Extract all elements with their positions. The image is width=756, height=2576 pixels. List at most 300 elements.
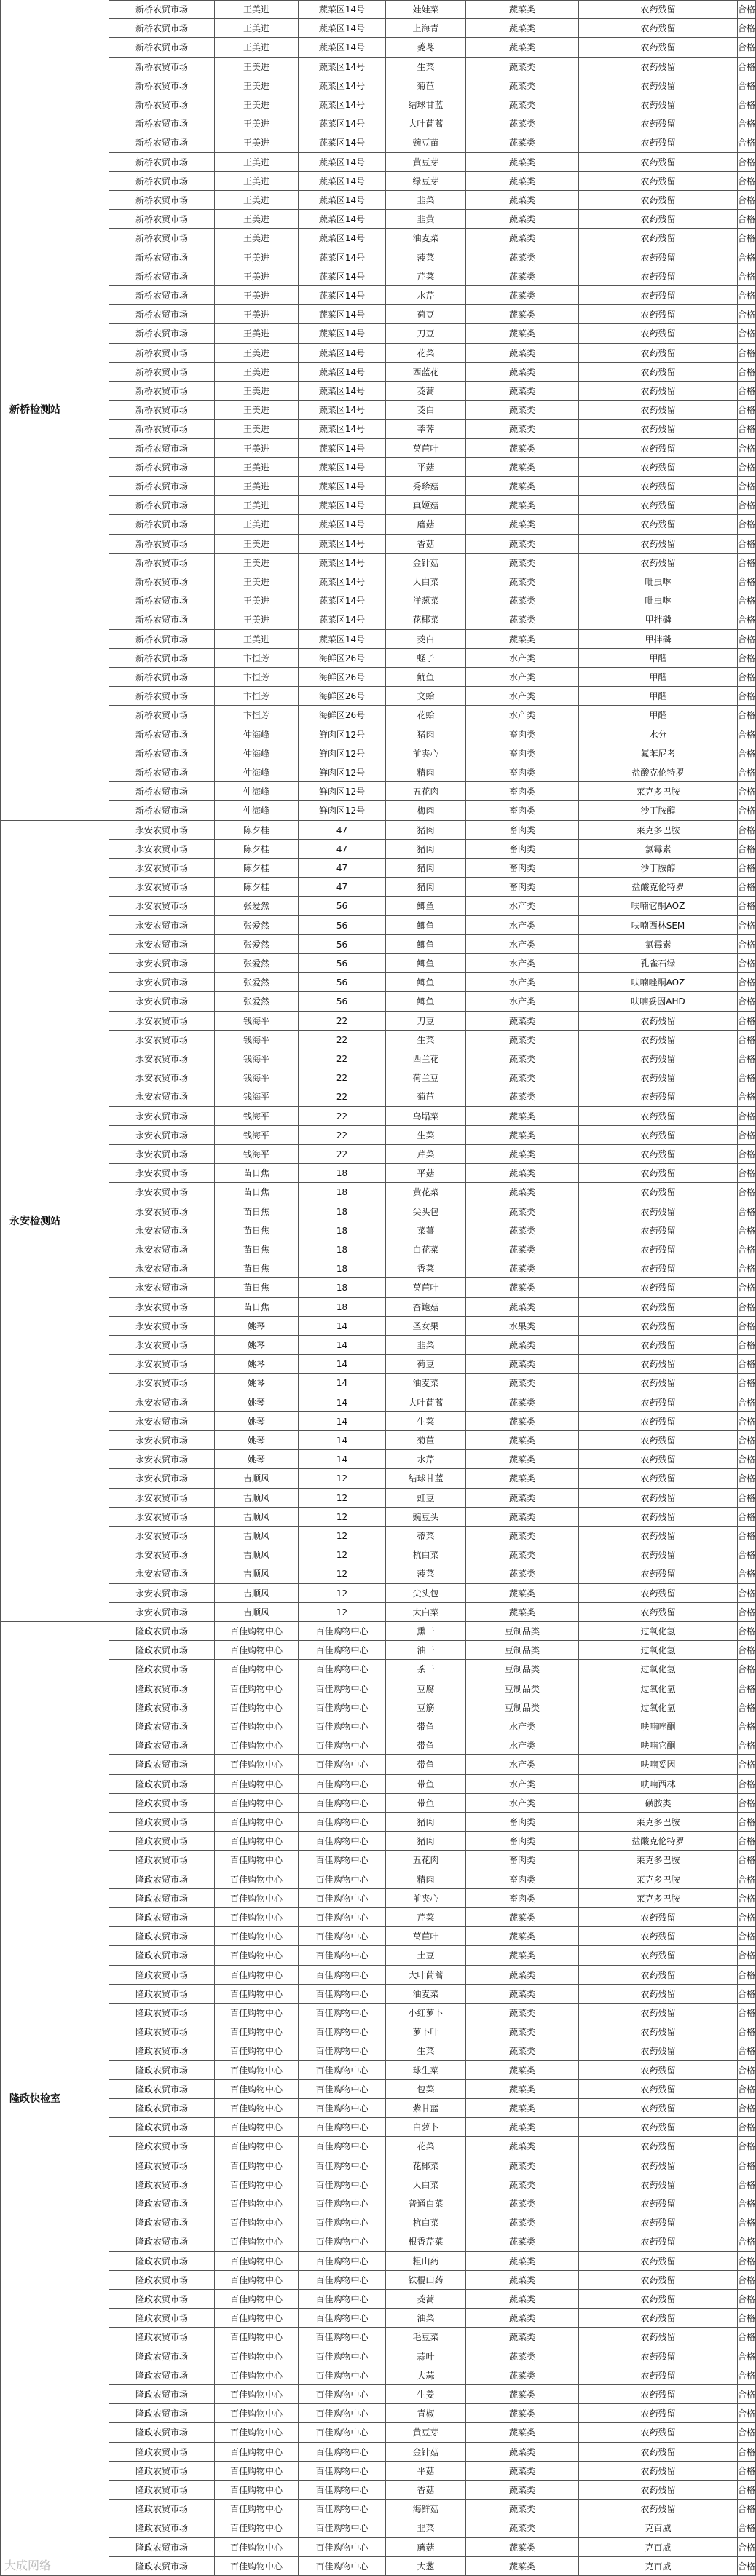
- item-cell: 铁棍山药: [386, 2271, 466, 2290]
- result-cell: 合格: [738, 1450, 756, 1469]
- market-cell: 新桥农贸市场: [109, 133, 215, 153]
- result-cell: 合格: [738, 1603, 756, 1622]
- stall-cell: 百佳购物中心: [299, 2175, 386, 2194]
- vendor-cell: 苗日焦: [215, 1278, 299, 1298]
- stall-cell: 百佳购物中心: [299, 1985, 386, 2004]
- item-cell: 海鲜菇: [386, 2500, 466, 2518]
- vendor-cell: 百佳购物中心: [215, 1908, 299, 1927]
- result-cell: 合格: [738, 2232, 756, 2252]
- result-cell: 合格: [738, 1755, 756, 1775]
- vendor-cell: 百佳购物中心: [215, 2022, 299, 2041]
- item-cell: 白萝卜: [386, 2118, 466, 2137]
- vendor-cell: 王美进: [215, 76, 299, 95]
- item-cell: 茭蒿: [386, 2290, 466, 2309]
- market-cell: 永安农贸市场: [109, 1240, 215, 1259]
- test-item-cell: 农药残留: [579, 1508, 738, 1527]
- market-cell: 隆政农贸市场: [109, 1622, 215, 1641]
- test-item-cell: 农药残留: [579, 2500, 738, 2518]
- stall-cell: 18: [299, 1221, 386, 1240]
- category-cell: 畜肉类: [466, 1851, 579, 1870]
- market-cell: 永安农贸市场: [109, 1164, 215, 1183]
- test-item-cell: 农药残留: [579, 515, 738, 535]
- market-cell: 隆政农贸市场: [109, 1946, 215, 1966]
- category-cell: 蔬菜类: [466, 554, 579, 572]
- test-item-cell: 沙丁胺醇: [579, 859, 738, 878]
- result-cell: 合格: [738, 248, 756, 267]
- result-cell: 合格: [738, 897, 756, 916]
- result-cell: 合格: [738, 363, 756, 382]
- item-cell: 菊苣: [386, 1431, 466, 1450]
- vendor-cell: 百佳购物中心: [215, 2366, 299, 2385]
- vendor-cell: 百佳购物中心: [215, 2271, 299, 2290]
- market-cell: 新桥农贸市场: [109, 382, 215, 401]
- vendor-cell: 王美进: [215, 420, 299, 439]
- category-cell: 水产类: [466, 687, 579, 706]
- item-cell: 大叶茼蒿: [386, 114, 466, 133]
- stall-cell: 47: [299, 821, 386, 840]
- vendor-cell: 王美进: [215, 324, 299, 344]
- result-cell: 合格: [738, 2347, 756, 2366]
- result-cell: 合格: [738, 954, 756, 973]
- vendor-cell: 王美进: [215, 95, 299, 114]
- market-cell: 隆政农贸市场: [109, 2500, 215, 2518]
- category-cell: 蔬菜类: [466, 1966, 579, 1985]
- vendor-cell: 姚琴: [215, 1336, 299, 1355]
- item-cell: 豇豆: [386, 1489, 466, 1508]
- test-item-cell: 农药残留: [579, 363, 738, 382]
- result-cell: 合格: [738, 1355, 756, 1374]
- vendor-cell: 百佳购物中心: [215, 2500, 299, 2518]
- result-cell: 合格: [738, 496, 756, 515]
- item-cell: 香菜: [386, 1259, 466, 1278]
- test-item-cell: 农药残留: [579, 153, 738, 172]
- item-cell: 芹菜: [386, 1908, 466, 1927]
- stall-cell: 14: [299, 1374, 386, 1393]
- result-cell: 合格: [738, 2194, 756, 2213]
- vendor-cell: 张爱然: [215, 992, 299, 1012]
- vendor-cell: 陈夕桂: [215, 840, 299, 859]
- item-cell: 蒂菜: [386, 1527, 466, 1545]
- result-cell: 合格: [738, 1469, 756, 1489]
- market-cell: 新桥农贸市场: [109, 210, 215, 229]
- test-item-cell: 农药残留: [579, 1545, 738, 1564]
- stall-cell: 14: [299, 1336, 386, 1355]
- item-cell: 前夹心: [386, 744, 466, 763]
- result-cell: 合格: [738, 1336, 756, 1355]
- result-cell: 合格: [738, 1317, 756, 1336]
- vendor-cell: 百佳购物中心: [215, 1870, 299, 1889]
- result-cell: 合格: [738, 1068, 756, 1087]
- stall-cell: 蔬菜区14号: [299, 572, 386, 591]
- vendor-cell: 百佳购物中心: [215, 1660, 299, 1679]
- stall-cell: 百佳购物中心: [299, 2252, 386, 2271]
- test-item-cell: 农药残留: [579, 382, 738, 401]
- category-cell: 蔬菜类: [466, 2404, 579, 2423]
- market-cell: 新桥农贸市场: [109, 649, 215, 668]
- category-cell: 蔬菜类: [466, 1469, 579, 1489]
- test-item-cell: 农药残留: [579, 2080, 738, 2099]
- test-item-cell: 农药残留: [579, 2271, 738, 2290]
- item-cell: 菠菜: [386, 248, 466, 267]
- market-cell: 隆政农贸市场: [109, 2099, 215, 2118]
- market-cell: 永安农贸市场: [109, 859, 215, 878]
- market-cell: 隆政农贸市场: [109, 2538, 215, 2557]
- stall-cell: 蔬菜区14号: [299, 344, 386, 363]
- vendor-cell: 百佳购物中心: [215, 2194, 299, 2213]
- result-cell: 合格: [738, 0, 756, 19]
- item-cell: 前夹心: [386, 1889, 466, 1908]
- category-cell: 蔬菜类: [466, 2061, 579, 2080]
- market-cell: 隆政农贸市场: [109, 1679, 215, 1698]
- vendor-cell: 百佳购物中心: [215, 1622, 299, 1641]
- result-cell: 合格: [738, 1298, 756, 1317]
- result-cell: 合格: [738, 1545, 756, 1564]
- market-cell: 永安农贸市场: [109, 821, 215, 840]
- stall-cell: 14: [299, 1355, 386, 1374]
- vendor-cell: 百佳购物中心: [215, 1927, 299, 1946]
- category-cell: 蔬菜类: [466, 1202, 579, 1221]
- test-item-cell: 农药残留: [579, 1355, 738, 1374]
- test-item-cell: 农药残留: [579, 477, 738, 496]
- result-cell: 合格: [738, 324, 756, 344]
- result-cell: 合格: [738, 2423, 756, 2443]
- item-cell: 乌塌菜: [386, 1107, 466, 1126]
- test-item-cell: 农药残留: [579, 344, 738, 363]
- item-cell: 莴苣叶: [386, 439, 466, 458]
- item-cell: 韭黄: [386, 210, 466, 229]
- category-cell: 水产类: [466, 897, 579, 916]
- result-cell: 合格: [738, 2137, 756, 2156]
- result-cell: 合格: [738, 2404, 756, 2423]
- test-item-cell: 沙丁胺醇: [579, 801, 738, 821]
- stall-cell: 百佳购物中心: [299, 2404, 386, 2423]
- result-cell: 合格: [738, 1870, 756, 1889]
- vendor-cell: 百佳购物中心: [215, 2080, 299, 2099]
- market-cell: 隆政农贸市场: [109, 1660, 215, 1679]
- category-cell: 水产类: [466, 706, 579, 725]
- category-cell: 蔬菜类: [466, 1584, 579, 1603]
- market-cell: 永安农贸市场: [109, 935, 215, 954]
- category-cell: 蔬菜类: [466, 95, 579, 114]
- stall-cell: 蔬菜区14号: [299, 305, 386, 324]
- result-cell: 合格: [738, 782, 756, 801]
- market-cell: 永安农贸市场: [109, 992, 215, 1012]
- result-cell: 合格: [738, 1641, 756, 1660]
- test-item-cell: 农药残留: [579, 2366, 738, 2385]
- vendor-cell: 仲海峰: [215, 801, 299, 821]
- market-cell: 永安农贸市场: [109, 1012, 215, 1031]
- result-cell: 合格: [738, 2252, 756, 2271]
- item-cell: 生菜: [386, 1412, 466, 1431]
- item-cell: 大白菜: [386, 1603, 466, 1622]
- category-cell: 蔬菜类: [466, 1450, 579, 1469]
- category-cell: 蔬菜类: [466, 229, 579, 248]
- vendor-cell: 王美进: [215, 630, 299, 649]
- stall-cell: 百佳购物中心: [299, 2538, 386, 2557]
- category-cell: 蔬菜类: [466, 401, 579, 420]
- stall-cell: 百佳购物中心: [299, 2518, 386, 2538]
- category-cell: 豆制品类: [466, 1679, 579, 1698]
- test-item-cell: 农药残留: [579, 324, 738, 344]
- category-cell: 蔬菜类: [466, 1545, 579, 1564]
- category-cell: 蔬菜类: [466, 153, 579, 172]
- vendor-cell: 仲海峰: [215, 763, 299, 782]
- category-cell: 蔬菜类: [466, 2462, 579, 2481]
- market-cell: 永安农贸市场: [109, 1298, 215, 1317]
- test-item-cell: 农药残留: [579, 1183, 738, 1202]
- vendor-cell: 张爱然: [215, 973, 299, 992]
- stall-cell: 蔬菜区14号: [299, 324, 386, 344]
- category-cell: 蔬菜类: [466, 305, 579, 324]
- item-cell: 结球甘蓝: [386, 1469, 466, 1489]
- stall-cell: 18: [299, 1298, 386, 1317]
- stall-cell: 百佳购物中心: [299, 1641, 386, 1660]
- market-cell: 隆政农贸市场: [109, 2041, 215, 2061]
- result-cell: 合格: [738, 1412, 756, 1431]
- stall-cell: 18: [299, 1183, 386, 1202]
- stall-cell: 百佳购物中心: [299, 1889, 386, 1908]
- category-cell: 蔬菜类: [466, 324, 579, 344]
- vendor-cell: 王美进: [215, 248, 299, 267]
- item-cell: 杏鲍菇: [386, 1298, 466, 1317]
- test-item-cell: 农药残留: [579, 1202, 738, 1221]
- market-cell: 隆政农贸市场: [109, 2232, 215, 2252]
- category-cell: 蔬菜类: [466, 38, 579, 58]
- category-cell: 蔬菜类: [466, 248, 579, 267]
- category-cell: 蔬菜类: [466, 2099, 579, 2118]
- category-cell: 蔬菜类: [466, 2481, 579, 2500]
- market-cell: 新桥农贸市场: [109, 363, 215, 382]
- vendor-cell: 百佳购物中心: [215, 1717, 299, 1736]
- test-item-cell: 农药残留: [579, 2462, 738, 2481]
- stall-cell: 56: [299, 973, 386, 992]
- test-item-cell: 农药残留: [579, 210, 738, 229]
- item-cell: 毛豆菜: [386, 2328, 466, 2347]
- market-cell: 新桥农贸市场: [109, 591, 215, 610]
- test-item-cell: 农药残留: [579, 229, 738, 248]
- result-cell: 合格: [738, 725, 756, 744]
- result-cell: 合格: [738, 1278, 756, 1298]
- market-cell: 新桥农贸市场: [109, 248, 215, 267]
- stall-cell: 蔬菜区14号: [299, 172, 386, 191]
- vendor-cell: 陈夕桂: [215, 821, 299, 840]
- stall-cell: 百佳购物中心: [299, 1908, 386, 1927]
- item-cell: 带鱼: [386, 1717, 466, 1736]
- stall-cell: 蔬菜区14号: [299, 267, 386, 286]
- stall-cell: 百佳购物中心: [299, 2328, 386, 2347]
- stall-cell: 百佳购物中心: [299, 1622, 386, 1641]
- stall-cell: 12: [299, 1527, 386, 1545]
- item-cell: 油麦菜: [386, 229, 466, 248]
- item-cell: 猪肉: [386, 840, 466, 859]
- item-cell: 韭菜: [386, 2518, 466, 2538]
- item-cell: 荷豆: [386, 1355, 466, 1374]
- item-cell: 菊苣: [386, 76, 466, 95]
- market-cell: 永安农贸市场: [109, 1049, 215, 1068]
- stall-cell: 蔬菜区14号: [299, 248, 386, 267]
- category-cell: 蔬菜类: [466, 1183, 579, 1202]
- vendor-cell: 百佳购物中心: [215, 2137, 299, 2156]
- result-cell: 合格: [738, 2041, 756, 2061]
- category-cell: 蔬菜类: [466, 591, 579, 610]
- market-cell: 新桥农贸市场: [109, 172, 215, 191]
- result-cell: 合格: [738, 2518, 756, 2538]
- test-item-cell: 盐酸克伦特罗: [579, 878, 738, 897]
- market-cell: 新桥农贸市场: [109, 706, 215, 725]
- result-cell: 合格: [738, 2271, 756, 2290]
- vendor-cell: 卞恒芳: [215, 649, 299, 668]
- stall-cell: 12: [299, 1564, 386, 1584]
- test-item-cell: 农药残留: [579, 2137, 738, 2156]
- market-cell: 永安农贸市场: [109, 1068, 215, 1087]
- category-cell: 蔬菜类: [466, 114, 579, 133]
- item-cell: 猪肉: [386, 859, 466, 878]
- market-cell: 隆政农贸市场: [109, 2061, 215, 2080]
- item-cell: 莴苣叶: [386, 1927, 466, 1946]
- stall-cell: 47: [299, 859, 386, 878]
- result-cell: 合格: [738, 2538, 756, 2557]
- result-cell: 合格: [738, 191, 756, 210]
- category-cell: 蔬菜类: [466, 477, 579, 496]
- category-cell: 畜肉类: [466, 763, 579, 782]
- item-cell: 茭白: [386, 401, 466, 420]
- market-cell: 隆政农贸市场: [109, 2385, 215, 2404]
- test-item-cell: 农药残留: [579, 1584, 738, 1603]
- test-item-cell: 农药残留: [579, 286, 738, 305]
- item-cell: 文蛤: [386, 687, 466, 706]
- result-cell: 合格: [738, 1966, 756, 1985]
- vendor-cell: 百佳购物中心: [215, 1813, 299, 1832]
- vendor-cell: 百佳购物中心: [215, 1985, 299, 2004]
- test-item-cell: 农药残留: [579, 1278, 738, 1298]
- stall-cell: 鲜肉区12号: [299, 782, 386, 801]
- test-item-cell: 农药残留: [579, 172, 738, 191]
- category-cell: 蔬菜类: [466, 1278, 579, 1298]
- category-cell: 蔬菜类: [466, 19, 579, 38]
- result-cell: 合格: [738, 1851, 756, 1870]
- vendor-cell: 吉顺风: [215, 1469, 299, 1489]
- result-cell: 合格: [738, 1508, 756, 1527]
- market-cell: 新桥农贸市场: [109, 572, 215, 591]
- category-cell: 蔬菜类: [466, 1145, 579, 1164]
- vendor-cell: 百佳购物中心: [215, 1889, 299, 1908]
- market-cell: 永安农贸市场: [109, 1545, 215, 1564]
- market-cell: 隆政农贸市场: [109, 2137, 215, 2156]
- result-cell: 合格: [738, 58, 756, 76]
- vendor-cell: 百佳购物中心: [215, 2328, 299, 2347]
- item-cell: 黄豆芽: [386, 2423, 466, 2443]
- item-cell: 花菜: [386, 2137, 466, 2156]
- stall-cell: 百佳购物中心: [299, 2500, 386, 2518]
- category-cell: 蔬菜类: [466, 344, 579, 363]
- market-cell: 新桥农贸市场: [109, 668, 215, 687]
- category-cell: 蔬菜类: [466, 1527, 579, 1545]
- market-cell: 新桥农贸市场: [109, 744, 215, 763]
- result-cell: 合格: [738, 1985, 756, 2004]
- vendor-cell: 钱海平: [215, 1068, 299, 1087]
- test-item-cell: 盐酸克伦特罗: [579, 763, 738, 782]
- result-cell: 合格: [738, 458, 756, 477]
- test-item-cell: 农药残留: [579, 2061, 738, 2080]
- item-cell: 绿豆芽: [386, 172, 466, 191]
- stall-cell: 海鲜区26号: [299, 706, 386, 725]
- market-cell: 永安农贸市场: [109, 1107, 215, 1126]
- vendor-cell: 百佳购物中心: [215, 2404, 299, 2423]
- market-cell: 永安农贸市场: [109, 1393, 215, 1412]
- item-cell: 平菇: [386, 2462, 466, 2481]
- test-item-cell: 农药残留: [579, 2041, 738, 2061]
- item-cell: 真姬菇: [386, 496, 466, 515]
- test-item-cell: 农药残留: [579, 191, 738, 210]
- vendor-cell: 王美进: [215, 229, 299, 248]
- test-item-cell: 农药残留: [579, 1107, 738, 1126]
- vendor-cell: 王美进: [215, 0, 299, 19]
- vendor-cell: 王美进: [215, 344, 299, 363]
- category-cell: 蔬菜类: [466, 630, 579, 649]
- vendor-cell: 姚琴: [215, 1450, 299, 1469]
- stall-cell: 百佳购物中心: [299, 2290, 386, 2309]
- item-cell: 芹菜: [386, 267, 466, 286]
- category-cell: 水产类: [466, 954, 579, 973]
- category-cell: 豆制品类: [466, 1660, 579, 1679]
- result-cell: 合格: [738, 1679, 756, 1698]
- market-cell: 隆政农贸市场: [109, 1736, 215, 1755]
- item-cell: 生菜: [386, 1031, 466, 1049]
- result-cell: 合格: [738, 95, 756, 114]
- category-cell: 豆制品类: [466, 1698, 579, 1717]
- test-item-cell: 农药残留: [579, 2481, 738, 2500]
- market-cell: 新桥农贸市场: [109, 229, 215, 248]
- test-item-cell: 克百威: [579, 2538, 738, 2557]
- test-item-cell: 农药残留: [579, 2443, 738, 2462]
- vendor-cell: 王美进: [215, 38, 299, 58]
- result-cell: 合格: [738, 2213, 756, 2232]
- test-item-cell: 农药残留: [579, 2232, 738, 2252]
- result-cell: 合格: [738, 1259, 756, 1278]
- category-cell: 蔬菜类: [466, 1336, 579, 1355]
- stall-cell: 蔬菜区14号: [299, 420, 386, 439]
- market-cell: 隆政农贸市场: [109, 2175, 215, 2194]
- stall-cell: 百佳购物中心: [299, 1832, 386, 1851]
- market-cell: 隆政农贸市场: [109, 1755, 215, 1775]
- vendor-cell: 钱海平: [215, 1145, 299, 1164]
- stall-cell: 鲜肉区12号: [299, 725, 386, 744]
- result-cell: 合格: [738, 2290, 756, 2309]
- vendor-cell: 百佳购物中心: [215, 1794, 299, 1813]
- stall-cell: 18: [299, 1278, 386, 1298]
- test-item-cell: 农药残留: [579, 2290, 738, 2309]
- market-cell: 永安农贸市场: [109, 954, 215, 973]
- market-cell: 隆政农贸市场: [109, 1908, 215, 1927]
- item-cell: 韭菜: [386, 191, 466, 210]
- vendor-cell: 张爱然: [215, 935, 299, 954]
- stall-cell: 百佳购物中心: [299, 1813, 386, 1832]
- vendor-cell: 百佳购物中心: [215, 1679, 299, 1698]
- result-cell: 合格: [738, 1660, 756, 1679]
- stall-cell: 蔬菜区14号: [299, 591, 386, 610]
- item-cell: 鲫鱼: [386, 973, 466, 992]
- test-item-cell: 克百威: [579, 2557, 738, 2576]
- vendor-cell: 王美进: [215, 535, 299, 554]
- item-cell: 球生菜: [386, 2061, 466, 2080]
- result-cell: 合格: [738, 2309, 756, 2328]
- vendor-cell: 王美进: [215, 572, 299, 591]
- result-cell: 合格: [738, 2004, 756, 2022]
- vendor-cell: 卞恒芳: [215, 668, 299, 687]
- stall-cell: 百佳购物中心: [299, 2099, 386, 2118]
- item-cell: 白花菜: [386, 1240, 466, 1259]
- stall-cell: 百佳购物中心: [299, 1755, 386, 1775]
